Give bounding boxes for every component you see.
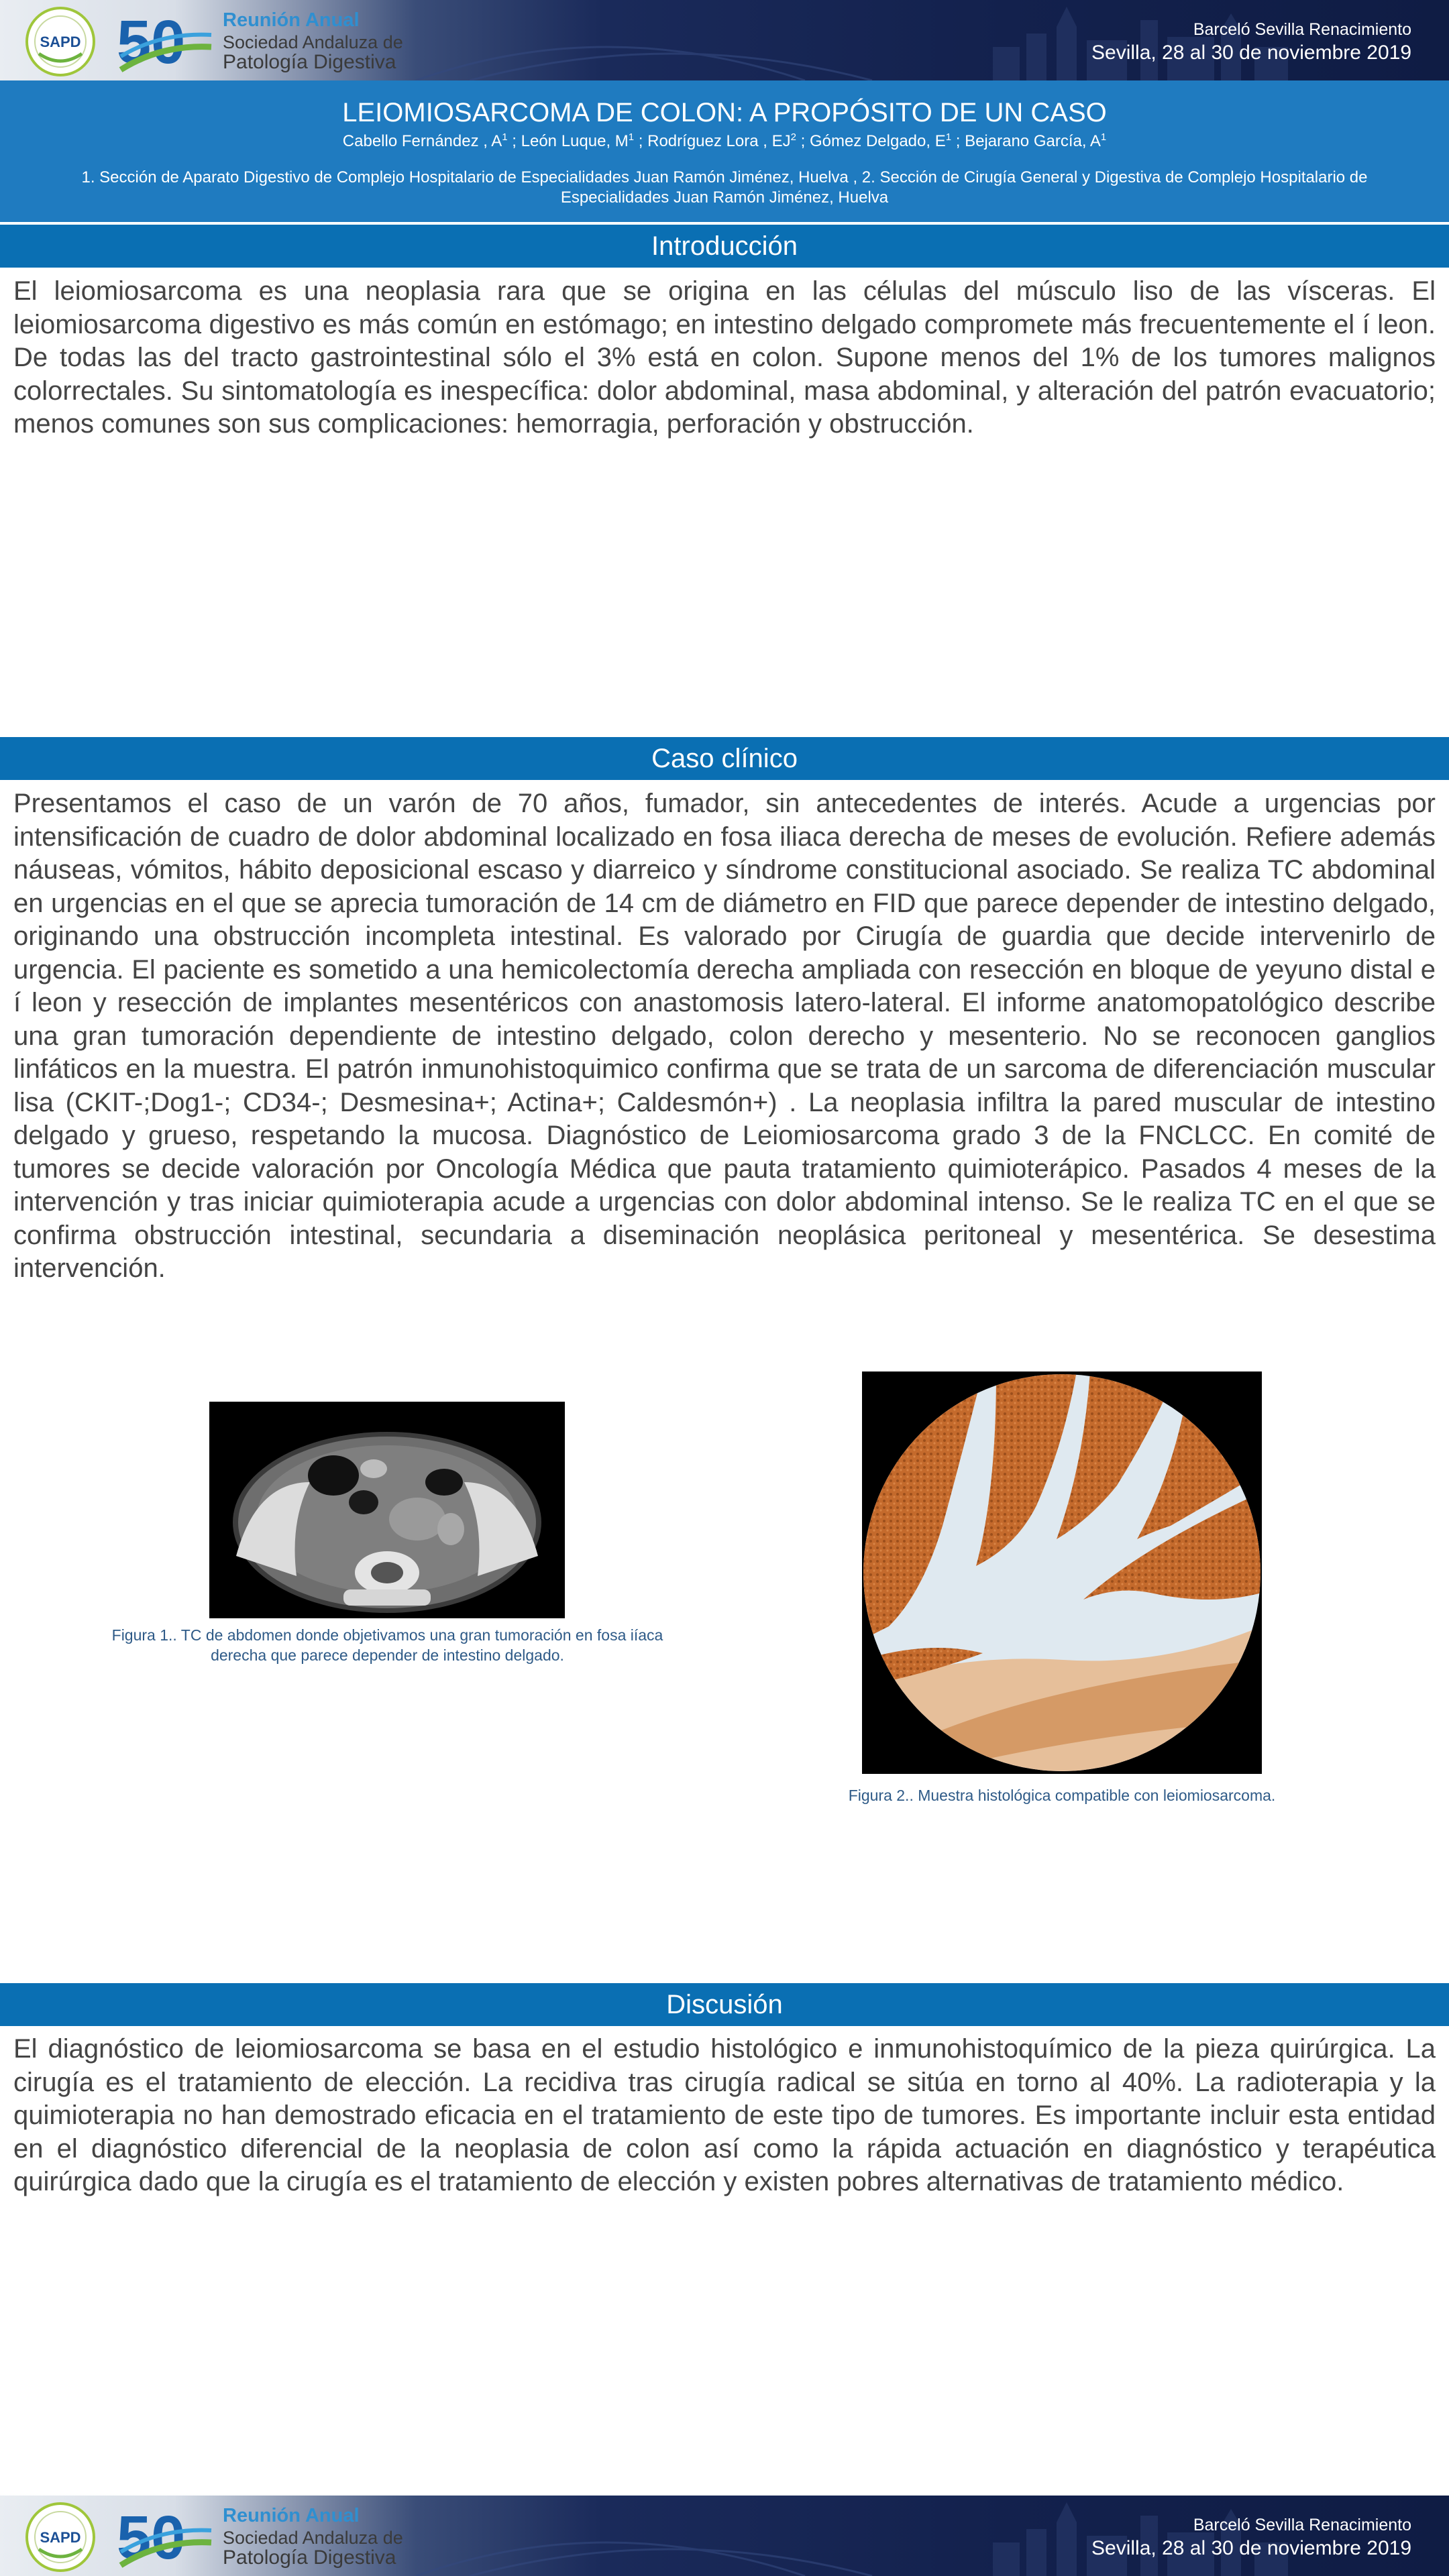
org-name-line1: Sociedad Andaluza de (223, 32, 403, 52)
ct-scan-image (209, 1402, 565, 1618)
event-dates: Sevilla, 28 al 30 de noviembre 2019 (1091, 2537, 1411, 2559)
author: Gómez Delgado, $E^1$ ; (809, 131, 965, 150)
section-heading-introduccion: Introducción (0, 225, 1449, 268)
venue-label: Barceló Sevilla Renacimiento (1193, 2516, 1411, 2534)
svg-text:SAPD: SAPD (40, 34, 81, 50)
section-heading-discusion: Discusión (0, 1983, 1449, 2026)
org-name-line2: Patología Digestiva (223, 51, 396, 73)
affiliations: 1. Sección de Aparato Digestivo de Complejo Hospitalario de Especialidades Juan Ramón Jiménez, Huelva , 2. Sección de Cirugía General y Digestiva de Complejo Hospitalario de Especialidades Juan Ramón Jiménez, Huelva (81, 168, 1368, 207)
author: Bejarano García, $A^1$ (965, 131, 1107, 150)
author: Rodríguez Lora , $EJ^2$ ; (647, 131, 810, 150)
svg-text:50: 50 (117, 2504, 186, 2571)
org-name-line1: Sociedad Andaluza de (223, 2528, 403, 2548)
histology-image (862, 1371, 1262, 1774)
anniversary-50-logo (114, 5, 215, 75)
venue-label: Barceló Sevilla Renacimiento (1193, 20, 1411, 39)
sapd-logo (25, 2502, 95, 2572)
org-name-line2: Patología Digestiva (223, 2546, 396, 2569)
org-title: Reunión Anual (223, 2505, 360, 2526)
caso-clinico-text: Presentamos el caso de un varón de 70 años, fumador, sin antecedentes de interés. Acude a urgencias por intensificación de cuadro de dolor abdominal localizado en fosa iliaca derecha de meses de evolución. Refiere además náuseas, vómitos, hábito deposicional escaso y diarreico y síndrome constitucional asociado. Se realiza TC abdominal en urgencias en el que se aprecia tumoración de 14 cm de diámetro en FID que parece depender de intestino delgado, originando una obstrucción incompleta intestinal. Es valorado por Cirugía de guardia que decide intervenirlo de urgencia. El paciente es sometido a una hemicolectomía derecha ampliada con resección en bloque de yeyuno distal e í leon y resección de implantes mesentéricos con anastomosis latero-lateral. El informe anatomopatológico describe una gran tumoración dependiente de intestino delgado, colon derecho y mesenterio. No se reconocen ganglios linfáticos en la muestra. El patrón inmunohistoquimico confirma que se trata de un sarcoma de diferenciación muscular lisa (CKIT-;Dog1-; CD34-; Desmesina+; Actina+; Caldesmón+) . La neoplasia infiltra la pared muscular de intestino delgado y grueso, respetando la mucosa. Diagnóstico de Leiomiosarcoma grado 3 de la FNCLCC. En comité de tumores se decide valoración por Oncología Médica que pauta tratamiento quimioterápico. Pasados 4 meses de la intervención y tras iniciar quimioterapia acude a urgencias con dolor abdominal intenso. Se le realiza TC en el que se confirma obstrucción intestinal, secundaria a diseminación neoplásica peritoneal y mesentérica. Se desestima intervención. (13, 789, 1436, 1283)
section-heading-caso-clinico: Caso clínico (0, 737, 1449, 780)
anniversary-50-logo (114, 2501, 215, 2571)
figure-2-caption: Figura 2.. Muestra histológica compatible con leiomiosarcoma. (848, 1787, 1276, 1804)
author-list (0, 131, 1449, 151)
seville-skyline-graphic (0, 2496, 1449, 2576)
footer-banner (0, 2496, 1449, 2576)
figure-1-caption: Figura 1.. TC de abdomen donde objetivamos una gran tumoración en fosa iíaca derecha que parece depender de intestino delgado. (111, 1626, 663, 1664)
header-banner (0, 0, 1449, 80)
svg-text:50: 50 (117, 8, 186, 75)
histology-micrograph (862, 1371, 1262, 1774)
org-title: Reunión Anual (223, 9, 360, 31)
poster-title-block (0, 80, 1449, 222)
author: León Luque, $M^1$ ; (521, 131, 648, 150)
sapd-logo (25, 7, 95, 76)
discusion-text: El diagnóstico de leiomiosarcoma se basa en el estudio histológico e inmunohistoquímico de la pieza quirúrgica. La cirugía es el tratamiento de elección. La recidiva tras cirugía radical se sitúa en torno al 40%. La radioterapia y la quimioterapia no han demostrado eficacia en el tratamiento de este tipo de tumores. Es importante incluir esta entidad en el diagnóstico diferencial de la neoplasia de colon así como la rápida actuación en diagnóstico y terapéutica quirúrgica dado que la cirugía es el tratamiento de elección y existen pobres alternativas de tratamiento médico. (13, 2034, 1436, 2196)
poster-title: LEIOMIOSARCOMA DE COLON: A PROPÓSITO DE UN CASO (342, 98, 1107, 127)
author: Cabello Fernández , $A^1$ ; (342, 131, 521, 150)
svg-text:SAPD: SAPD (40, 2529, 81, 2546)
introduccion-text: El leiomiosarcoma es una neoplasia rara que se origina en las células del músculo liso de las vísceras. El leiomiosarcoma digestivo es más común en estómago; en intestino delgado compromete más frecuentemente el í leon. De todas las del tracto gastrointestinal sólo el 3% está en colon. Supone menos del 1% de los tumores malignos colorrectales. Su sintomatología es inespecífica: dolor abdominal, masa abdominal, y alteración del patrón evacuatorio; menos comunes son sus complicaciones: hemorragia, perforación y obstrucción. (13, 276, 1436, 439)
seville-skyline-graphic (0, 0, 1449, 80)
event-dates: Sevilla, 28 al 30 de noviembre 2019 (1091, 42, 1411, 64)
